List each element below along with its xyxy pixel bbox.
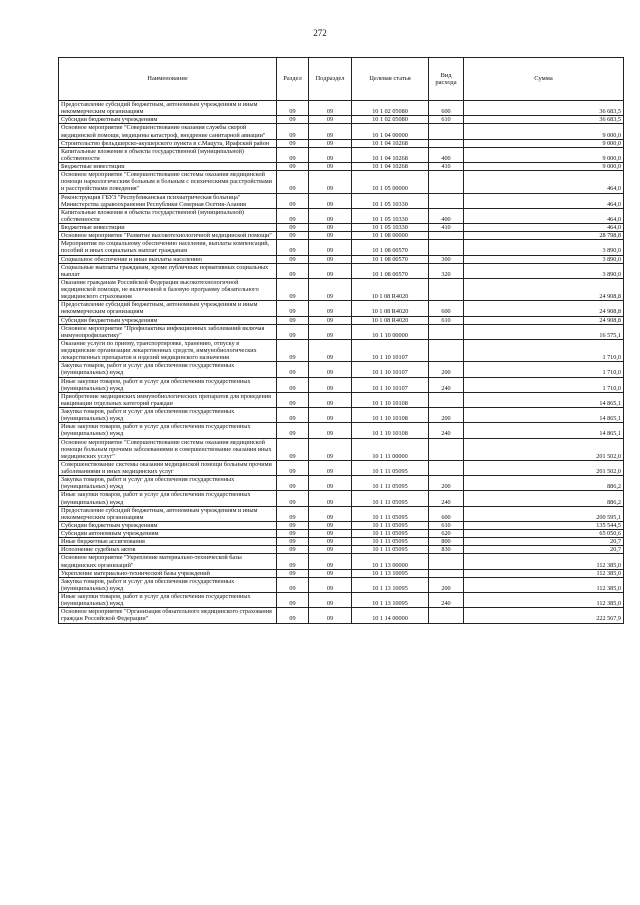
row-name: Субсидии автономным учреждениям: [59, 530, 277, 538]
row-subsection: 09: [309, 278, 352, 300]
table-header-row: [59, 58, 624, 101]
row-expense: 400: [429, 147, 464, 162]
table-body: [59, 101, 624, 624]
row-section: 09: [277, 301, 309, 316]
row-section: 09: [277, 232, 309, 240]
row-name: Основное мероприятие "Профилактика инфекционных заболеваний включая иммунопрофилактику": [59, 324, 277, 339]
table-row: [59, 339, 624, 361]
row-name: Основное мероприятие "Совершенствование оказания службы скорой медицинской помощи, медицины катастроф, внедрение санитарной авиации": [59, 124, 277, 139]
row-sum: 1 710,0: [464, 377, 624, 392]
row-name: Капитальные вложения в объекты государственной (муниципальной) собственности: [59, 208, 277, 223]
table-row: [59, 460, 624, 475]
row-target: 10 1 08 00570: [352, 263, 429, 278]
row-expense: [429, 171, 464, 193]
row-subsection: 09: [309, 392, 352, 407]
table-row: [59, 147, 624, 162]
row-name: Иные бюджетные ассигнования: [59, 538, 277, 546]
row-name: Социальное обеспечение и иные выплаты населению: [59, 255, 277, 263]
row-section: 09: [277, 163, 309, 171]
row-section: 09: [277, 460, 309, 475]
row-target: 10 1 05 10330: [352, 193, 429, 208]
row-sum: 135 544,5: [464, 521, 624, 529]
row-expense: [429, 438, 464, 460]
row-target: 10 1 13 10095: [352, 569, 429, 577]
table-row: [59, 608, 624, 623]
table-row: [59, 116, 624, 124]
row-sum: 112 385,0: [464, 577, 624, 592]
row-target: 10 1 05 10330: [352, 224, 429, 232]
row-sum: 24 908,8: [464, 278, 624, 300]
row-target: 10 1 08 00570: [352, 255, 429, 263]
row-expense: 620: [429, 530, 464, 538]
row-expense: 240: [429, 491, 464, 506]
row-sum: 14 865,1: [464, 423, 624, 438]
row-name: Бюджетные инвестиции: [59, 163, 277, 171]
row-expense: [429, 240, 464, 255]
row-section: 09: [277, 208, 309, 223]
row-sum: 112 385,0: [464, 554, 624, 569]
row-section: 09: [277, 521, 309, 529]
table-row: [59, 193, 624, 208]
row-subsection: 09: [309, 255, 352, 263]
row-subsection: 09: [309, 208, 352, 223]
table-row: [59, 377, 624, 392]
table-row: [59, 538, 624, 546]
row-sum: 464,0: [464, 208, 624, 223]
row-name: Закупка товаров, работ и услуг для обеспечения государственных (муниципальных) нужд: [59, 362, 277, 377]
row-subsection: 09: [309, 438, 352, 460]
row-subsection: 09: [309, 569, 352, 577]
row-name: Иные закупки товаров, работ и услуг для обеспечения государственных (муниципальных) нужд: [59, 423, 277, 438]
row-subsection: 09: [309, 491, 352, 506]
row-target: 10 1 10 10107: [352, 362, 429, 377]
row-target: 10 1 11 00000: [352, 438, 429, 460]
row-target: 10 1 04 10268: [352, 147, 429, 162]
header-section: Раздел: [277, 58, 309, 101]
row-name: Иные закупки товаров, работ и услуг для обеспечения государственных (муниципальных) нужд: [59, 593, 277, 608]
row-section: 09: [277, 491, 309, 506]
row-sum: 3 890,0: [464, 240, 624, 255]
row-section: 09: [277, 147, 309, 162]
row-target: 10 1 11 05095: [352, 491, 429, 506]
row-section: 09: [277, 593, 309, 608]
row-target: 10 1 10 10108: [352, 408, 429, 423]
row-target: 10 1 11 05095: [352, 521, 429, 529]
row-section: 09: [277, 171, 309, 193]
row-section: 09: [277, 554, 309, 569]
header-name: Наименование: [59, 58, 277, 101]
row-subsection: 09: [309, 193, 352, 208]
row-section: 09: [277, 569, 309, 577]
row-expense: 600: [429, 301, 464, 316]
row-target: 10 1 08 00570: [352, 240, 429, 255]
row-target: 10 1 08 R4020: [352, 316, 429, 324]
row-expense: 200: [429, 408, 464, 423]
row-expense: 300: [429, 255, 464, 263]
row-expense: [429, 139, 464, 147]
row-section: 09: [277, 608, 309, 623]
row-sum: 9 000,0: [464, 163, 624, 171]
row-name: Основное мероприятие "Укрепление материально-технической базы медицинских организаций": [59, 554, 277, 569]
row-sum: 886,2: [464, 491, 624, 506]
row-expense: 610: [429, 521, 464, 529]
row-subsection: 09: [309, 577, 352, 592]
row-section: 09: [277, 408, 309, 423]
row-sum: 16 575,1: [464, 324, 624, 339]
row-sum: 9 000,0: [464, 147, 624, 162]
table-row: [59, 593, 624, 608]
row-expense: 200: [429, 577, 464, 592]
table-row: [59, 316, 624, 324]
row-target: 10 1 02 05080: [352, 101, 429, 116]
row-name: Мероприятия по социальному обеспечению населения, выплаты компенсаций, пособий и иных социальных выплат гражданам: [59, 240, 277, 255]
header-target: Целевая статья: [352, 58, 429, 101]
row-name: Основное мероприятие "Организация обязательного медицинского страхования граждан Российской Федерации": [59, 608, 277, 623]
row-name: Оказание услуги по приему, транспортировке, хранению, отпуску в медицинские организации лекарственных средств, иммунобиологических лекарственных препаратов и изделий медицинского назначения: [59, 339, 277, 361]
table-row: [59, 171, 624, 193]
row-name: Бюджетные инвестиции: [59, 224, 277, 232]
row-target: 10 1 11 05095: [352, 460, 429, 475]
row-target: 10 1 13 10095: [352, 577, 429, 592]
row-sum: 24 908,8: [464, 301, 624, 316]
table-row: [59, 530, 624, 538]
row-name: Капитальные вложения в объекты государственной (муниципальной) собственности: [59, 147, 277, 162]
table-row: [59, 240, 624, 255]
row-expense: 400: [429, 208, 464, 223]
table-row: [59, 554, 624, 569]
row-expense: 410: [429, 224, 464, 232]
row-subsection: 09: [309, 506, 352, 521]
row-target: 10 1 08 00000: [352, 232, 429, 240]
table-row: [59, 232, 624, 240]
row-section: 09: [277, 255, 309, 263]
row-name: Оказание гражданам Российской Федерации высокотехнологичной медицинской помощи, не включенной в базовую программу обязательного медицинского страхования: [59, 278, 277, 300]
row-expense: [429, 569, 464, 577]
row-expense: [429, 554, 464, 569]
row-name: Субсидии бюджетным учреждениям: [59, 316, 277, 324]
row-expense: 240: [429, 377, 464, 392]
row-subsection: 09: [309, 521, 352, 529]
row-section: 09: [277, 530, 309, 538]
row-section: 09: [277, 392, 309, 407]
row-sum: 222 567,9: [464, 608, 624, 623]
row-section: 09: [277, 324, 309, 339]
table-row: [59, 423, 624, 438]
table-row: [59, 263, 624, 278]
row-subsection: 09: [309, 554, 352, 569]
row-subsection: 09: [309, 408, 352, 423]
row-expense: [429, 324, 464, 339]
row-section: 09: [277, 124, 309, 139]
row-subsection: 09: [309, 423, 352, 438]
row-expense: [429, 460, 464, 475]
row-section: 09: [277, 240, 309, 255]
table-row: [59, 491, 624, 506]
row-section: 09: [277, 423, 309, 438]
row-name: Приобретение медицинских иммунобиологических препаратов для проведения вакцинации отдельных категорий граждан: [59, 392, 277, 407]
row-sum: 201 502,0: [464, 438, 624, 460]
row-target: 10 1 10 10107: [352, 377, 429, 392]
header-expense: Вид расхода: [429, 58, 464, 101]
row-target: 10 1 11 05095: [352, 476, 429, 491]
row-target: 10 1 08 R4020: [352, 278, 429, 300]
row-subsection: 09: [309, 339, 352, 361]
table-row: [59, 255, 624, 263]
row-name: Иные закупки товаров, работ и услуг для обеспечения государственных (муниципальных) нужд: [59, 491, 277, 506]
row-sum: 464,0: [464, 171, 624, 193]
budget-table: [58, 57, 624, 624]
row-sum: 24 908,8: [464, 316, 624, 324]
row-subsection: 09: [309, 116, 352, 124]
page-number: 272: [313, 28, 327, 38]
row-section: 09: [277, 506, 309, 521]
row-subsection: 09: [309, 240, 352, 255]
row-expense: [429, 232, 464, 240]
table-row: [59, 569, 624, 577]
row-subsection: 09: [309, 139, 352, 147]
row-subsection: 09: [309, 593, 352, 608]
table-row: [59, 124, 624, 139]
row-target: 10 1 05 00000: [352, 171, 429, 193]
row-sum: 1 710,0: [464, 362, 624, 377]
table-row: [59, 438, 624, 460]
row-sum: 14 865,1: [464, 392, 624, 407]
row-name: Закупка товаров, работ и услуг для обеспечения государственных (муниципальных) нужд: [59, 408, 277, 423]
row-name: Субсидии бюджетным учреждениям: [59, 521, 277, 529]
row-name: Укрепление материально-технической базы учреждений: [59, 569, 277, 577]
table-row: [59, 101, 624, 116]
row-expense: 610: [429, 316, 464, 324]
row-target: 10 1 14 00000: [352, 608, 429, 623]
row-subsection: 09: [309, 101, 352, 116]
table-row: [59, 208, 624, 223]
row-target: 10 1 13 10095: [352, 593, 429, 608]
row-sum: 14 865,1: [464, 408, 624, 423]
row-sum: 464,0: [464, 224, 624, 232]
row-section: 09: [277, 101, 309, 116]
row-section: 09: [277, 224, 309, 232]
row-section: 09: [277, 263, 309, 278]
row-section: 09: [277, 139, 309, 147]
row-expense: [429, 608, 464, 623]
row-sum: 9 000,0: [464, 124, 624, 139]
row-sum: 200 595,1: [464, 506, 624, 521]
row-subsection: 09: [309, 124, 352, 139]
row-expense: 800: [429, 538, 464, 546]
row-target: 10 1 05 10330: [352, 208, 429, 223]
row-subsection: 09: [309, 377, 352, 392]
table-row: [59, 546, 624, 554]
row-sum: 65 050,6: [464, 530, 624, 538]
row-section: 09: [277, 538, 309, 546]
row-name: Субсидии бюджетным учреждениям: [59, 116, 277, 124]
table-row: [59, 476, 624, 491]
row-name: Строительство фельдшерско-акушерского пункта в с.Мацута, Ирафский район: [59, 139, 277, 147]
table-row: [59, 324, 624, 339]
row-name: Предоставление субсидий бюджетным, автономным учреждениям и иным некоммерческим организациям: [59, 506, 277, 521]
table-row: [59, 521, 624, 529]
row-name: Иные закупки товаров, работ и услуг для обеспечения государственных (муниципальных) нужд: [59, 377, 277, 392]
row-subsection: 09: [309, 362, 352, 377]
row-target: 10 1 11 05095: [352, 538, 429, 546]
row-section: 09: [277, 577, 309, 592]
row-target: 10 1 10 10108: [352, 392, 429, 407]
row-sum: 3 890,0: [464, 263, 624, 278]
row-name: Основное мероприятие "Развитие высокотехнологичной медицинской помощи": [59, 232, 277, 240]
row-section: 09: [277, 438, 309, 460]
table-row: [59, 408, 624, 423]
row-name: Предоставление субсидий бюджетным, автономным учреждениям и иным некоммерческим организациям: [59, 301, 277, 316]
row-target: 10 1 11 05095: [352, 506, 429, 521]
row-sum: 3 890,0: [464, 255, 624, 263]
table-row: [59, 139, 624, 147]
row-subsection: 09: [309, 538, 352, 546]
row-sum: 20,7: [464, 546, 624, 554]
row-name: Основное мероприятие "Совершенствование системы оказания медицинской помощи наркологическим больным и больным с психическими расстройствами и расстройствами поведения": [59, 171, 277, 193]
row-section: 09: [277, 476, 309, 491]
row-expense: 200: [429, 476, 464, 491]
row-subsection: 09: [309, 301, 352, 316]
row-sum: 1 710,0: [464, 339, 624, 361]
row-expense: [429, 278, 464, 300]
header-sum: Сумма: [464, 58, 624, 101]
row-subsection: 09: [309, 263, 352, 278]
row-section: 09: [277, 362, 309, 377]
row-section: 09: [277, 316, 309, 324]
row-subsection: 09: [309, 147, 352, 162]
row-subsection: 09: [309, 324, 352, 339]
row-expense: 200: [429, 362, 464, 377]
row-subsection: 09: [309, 232, 352, 240]
table-row: [59, 577, 624, 592]
row-sum: 886,2: [464, 476, 624, 491]
row-expense: 240: [429, 593, 464, 608]
row-subsection: 09: [309, 171, 352, 193]
row-sum: 201 502,0: [464, 460, 624, 475]
row-subsection: 09: [309, 530, 352, 538]
row-target: 10 1 04 10268: [352, 163, 429, 171]
row-expense: [429, 193, 464, 208]
row-name: Совершенствование системы оказания медицинской помощи больным прочими заболеваниями и иных медицинских услуг: [59, 460, 277, 475]
row-expense: 240: [429, 423, 464, 438]
row-target: 10 1 08 R4020: [352, 301, 429, 316]
table-row: [59, 392, 624, 407]
row-target: 10 1 13 00000: [352, 554, 429, 569]
row-name: Основное мероприятие "Совершенствование системы оказания медицинской помощи больным прочими заболеваниями и совершенствование оказания иных медицинских услуг": [59, 438, 277, 460]
row-sum: 112 385,0: [464, 593, 624, 608]
header-subsection: Подраздел: [309, 58, 352, 101]
row-sum: 464,0: [464, 193, 624, 208]
table-row: [59, 362, 624, 377]
row-expense: 320: [429, 263, 464, 278]
row-section: 09: [277, 546, 309, 554]
table-row: [59, 301, 624, 316]
row-subsection: 09: [309, 476, 352, 491]
row-target: 10 1 11 05095: [352, 530, 429, 538]
row-section: 09: [277, 278, 309, 300]
row-name: Предоставление субсидий бюджетным, автономным учреждениям и иным некоммерческим организациям: [59, 101, 277, 116]
row-subsection: 09: [309, 224, 352, 232]
row-target: 10 1 02 05080: [352, 116, 429, 124]
row-section: 09: [277, 116, 309, 124]
row-expense: 610: [429, 116, 464, 124]
row-sum: 112 385,0: [464, 569, 624, 577]
row-target: 10 1 04 10268: [352, 139, 429, 147]
table-row: [59, 224, 624, 232]
row-expense: 830: [429, 546, 464, 554]
row-name: Закупка товаров, работ и услуг для обеспечения государственных (муниципальных) нужд: [59, 577, 277, 592]
row-target: 10 1 04 00000: [352, 124, 429, 139]
row-sum: 36 683,5: [464, 116, 624, 124]
row-name: Исполнение судебных актов: [59, 546, 277, 554]
row-target: 10 1 11 05095: [352, 546, 429, 554]
row-expense: 600: [429, 101, 464, 116]
row-sum: 9 000,0: [464, 139, 624, 147]
row-target: 10 1 10 00000: [352, 324, 429, 339]
row-sum: 20,7: [464, 538, 624, 546]
row-subsection: 09: [309, 316, 352, 324]
row-section: 09: [277, 193, 309, 208]
row-expense: [429, 339, 464, 361]
row-subsection: 09: [309, 460, 352, 475]
row-target: 10 1 10 10108: [352, 423, 429, 438]
row-sum: 28 798,8: [464, 232, 624, 240]
row-name: Закупка товаров, работ и услуг для обеспечения государственных (муниципальных) нужд: [59, 476, 277, 491]
row-section: 09: [277, 377, 309, 392]
row-subsection: 09: [309, 163, 352, 171]
table-row: [59, 163, 624, 171]
row-expense: [429, 124, 464, 139]
row-expense: 600: [429, 506, 464, 521]
row-target: 10 1 10 10107: [352, 339, 429, 361]
row-section: 09: [277, 339, 309, 361]
row-sum: 36 683,5: [464, 101, 624, 116]
row-name: Реконструкция ГБУЗ "Республиканская психиатрическая больница" Министерства здравоохранения Республики Северная Осетия-Алания: [59, 193, 277, 208]
row-subsection: 09: [309, 546, 352, 554]
table-row: [59, 278, 624, 300]
row-name: Социальные выплаты гражданам, кроме публичных нормативных социальных выплат: [59, 263, 277, 278]
row-expense: [429, 392, 464, 407]
row-expense: 410: [429, 163, 464, 171]
table-row: [59, 506, 624, 521]
row-subsection: 09: [309, 608, 352, 623]
